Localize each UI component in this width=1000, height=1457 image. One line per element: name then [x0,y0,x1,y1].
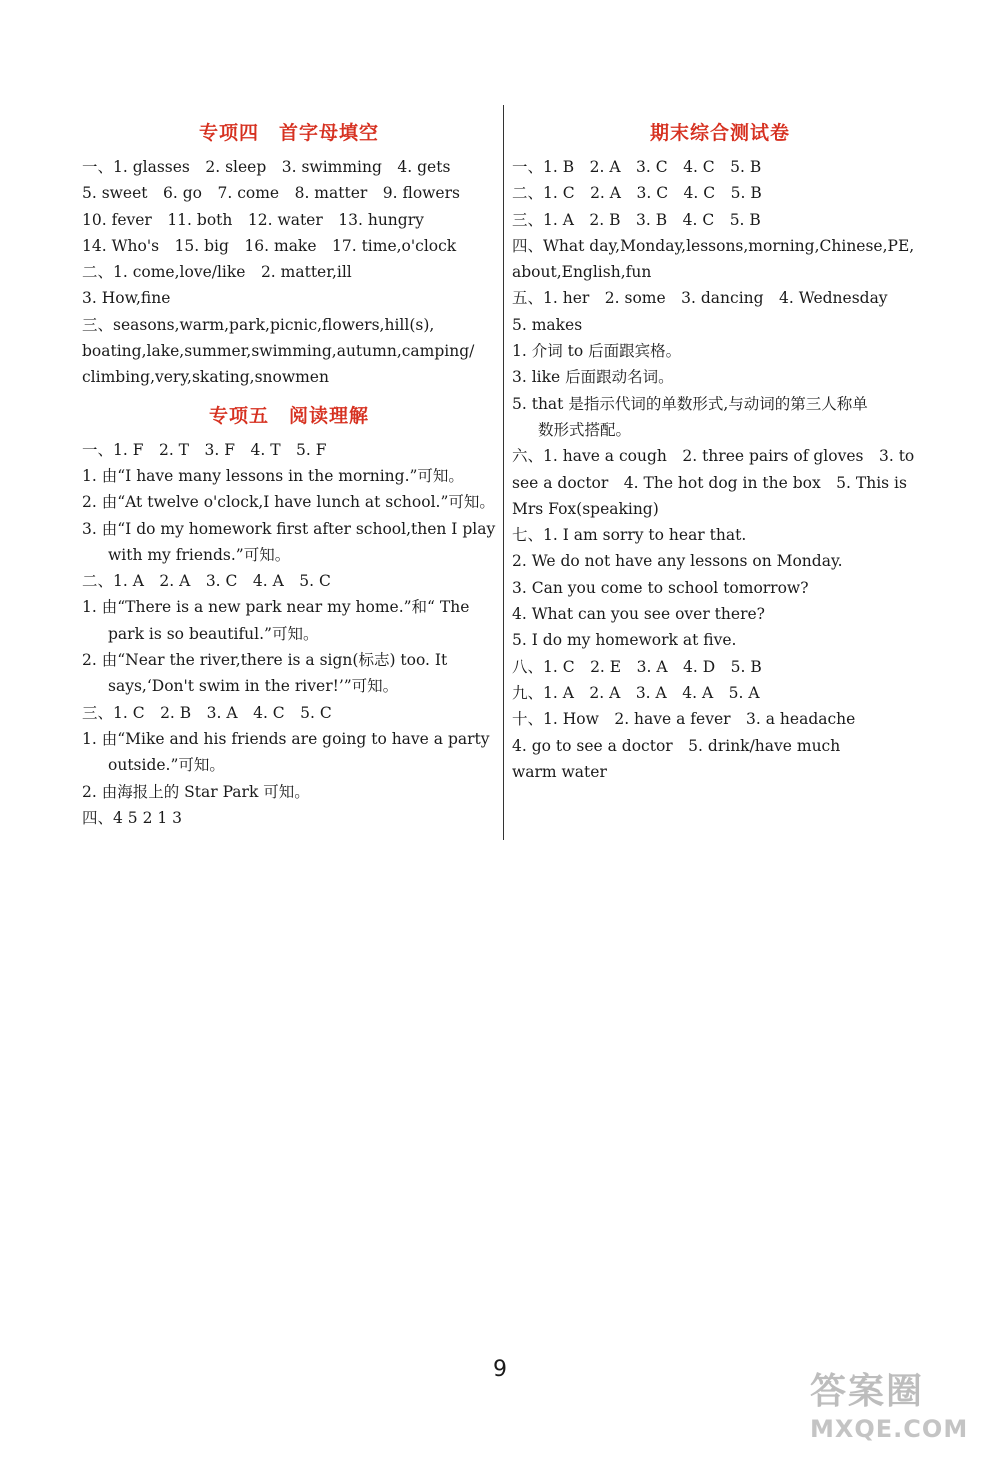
answer-line: 十、1. How 2. have a fever 3. a headache [512,710,856,729]
left-column [82,112,496,831]
answer-line: 3. Can you come to school tomorrow? [512,578,809,597]
answer-line: 二、1. come,love/like 2. matter,ill [82,263,352,282]
answer-line: 4. go to see a doctor 5. drink/have much [512,736,841,755]
answer-line: 3. like 后面跟动名词。 [512,368,674,387]
answer-line: with my friends.”可知。 [108,545,291,564]
answer-line: says,‘Don't swim in the river!’”可知。 [108,677,399,696]
answer-line: see a doctor 4. The hot dog in the box 5. This is [512,473,907,492]
answer-line: Mrs Fox(speaking) [512,499,659,518]
answer-line: 四、4 5 2 1 3 [82,808,183,827]
answer-line: 七、1. I am sorry to hear that. [512,526,747,545]
answer-line: 五、1. her 2. some 3. dancing 4. Wednesday [512,289,888,308]
answer-line: 3. How,fine [82,289,171,308]
answer-line: 5. that 是指示代词的单数形式,与动词的第三人称单 [512,394,868,413]
answer-line: 三、1. C 2. B 3. A 4. C 5. C [82,703,332,722]
section-4-title: 专项四 首字母填空 [198,122,379,144]
answer-line: 1. 由“There is a new park near my home.”和“ The [82,598,470,617]
answer-line: 2. We do not have any lessons on Monday. [512,552,843,571]
answer-line: 六、1. have a cough 2. three pairs of gloves 3. to [512,447,915,466]
answer-line: 八、1. C 2. E 3. A 4. D 5. B [512,657,762,676]
answer-line: 10. fever 11. both 12. water 13. hungry [82,210,424,229]
section-5-body [82,437,496,831]
answer-line: 1. 由“Mike and his friends are going to have a party [82,729,490,748]
answer-line: 14. Who's 15. big 16. make 17. time,o'clock [82,236,457,255]
answer-line: 5. makes [512,315,583,334]
answer-line: 1. 由“I have many lessons in the morning.”可知。 [82,466,464,485]
answer-line: warm water [512,762,607,781]
answer-line: 3. 由“I do my homework first after school,then I play [82,519,496,538]
answer-line: park is so beautiful.”可知。 [108,624,319,643]
answer-line: 二、1. A 2. A 3. C 4. A 5. C [82,572,331,591]
answer-line: outside.”可知。 [108,756,225,775]
column-divider [503,105,504,840]
answer-line: 一、1. F 2. T 3. F 4. T 5. F [82,440,327,459]
answer-line: 二、1. C 2. A 3. C 4. C 5. B [512,184,762,203]
watermark-logo [810,1370,990,1452]
answer-line: 三、seasons,warm,park,picnic,flowers,hill(s), [82,315,435,334]
answer-line: 数形式搭配。 [538,420,632,439]
answer-line: 1. 介词 to 后面跟宾格。 [512,342,682,361]
answer-line: 2. 由“Near the river,there is a sign(标志) too. It [82,651,448,670]
answer-line: boating,lake,summer,swimming,autumn,camping/ [82,342,475,361]
final-test-title: 期末综合测试卷 [649,122,790,144]
answer-line: 九、1. A 2. A 3. A 4. A 5. A [512,683,760,702]
answer-line: about,English,fun [512,263,652,282]
answer-line: climbing,very,skating,snowmen [82,368,329,387]
page-number: 9 [493,1357,507,1382]
answer-line: 三、1. A 2. B 3. B 4. C 5. B [512,210,761,229]
final-test-body [512,154,928,785]
section-5-title: 专项五 阅读理解 [208,404,369,427]
answer-line: 5. I do my homework at five. [512,631,737,650]
answer-line: 5. sweet 6. go 7. come 8. matter 9. flowers [82,184,460,203]
answer-line: 四、What day,Monday,lessons,morning,Chinese,PE, [512,236,915,255]
answer-line: 4. What can you see over there? [512,605,765,624]
answer-line: 2. 由海报上的 Star Park 可知。 [82,782,310,801]
answer-line: 2. 由“At twelve o'clock,I have lunch at school.”可知。 [82,493,495,512]
answer-line: 一、1. glasses 2. sleep 3. swimming 4. gets [82,158,451,176]
watermark-logo-text: 答案圈 [810,1371,925,1412]
answer-line: 一、1. B 2. A 3. C 4. C 5. B [512,158,762,176]
section-4-body [82,154,496,391]
watermark-url: MXQE.COM [810,1415,969,1443]
right-column [512,112,928,785]
